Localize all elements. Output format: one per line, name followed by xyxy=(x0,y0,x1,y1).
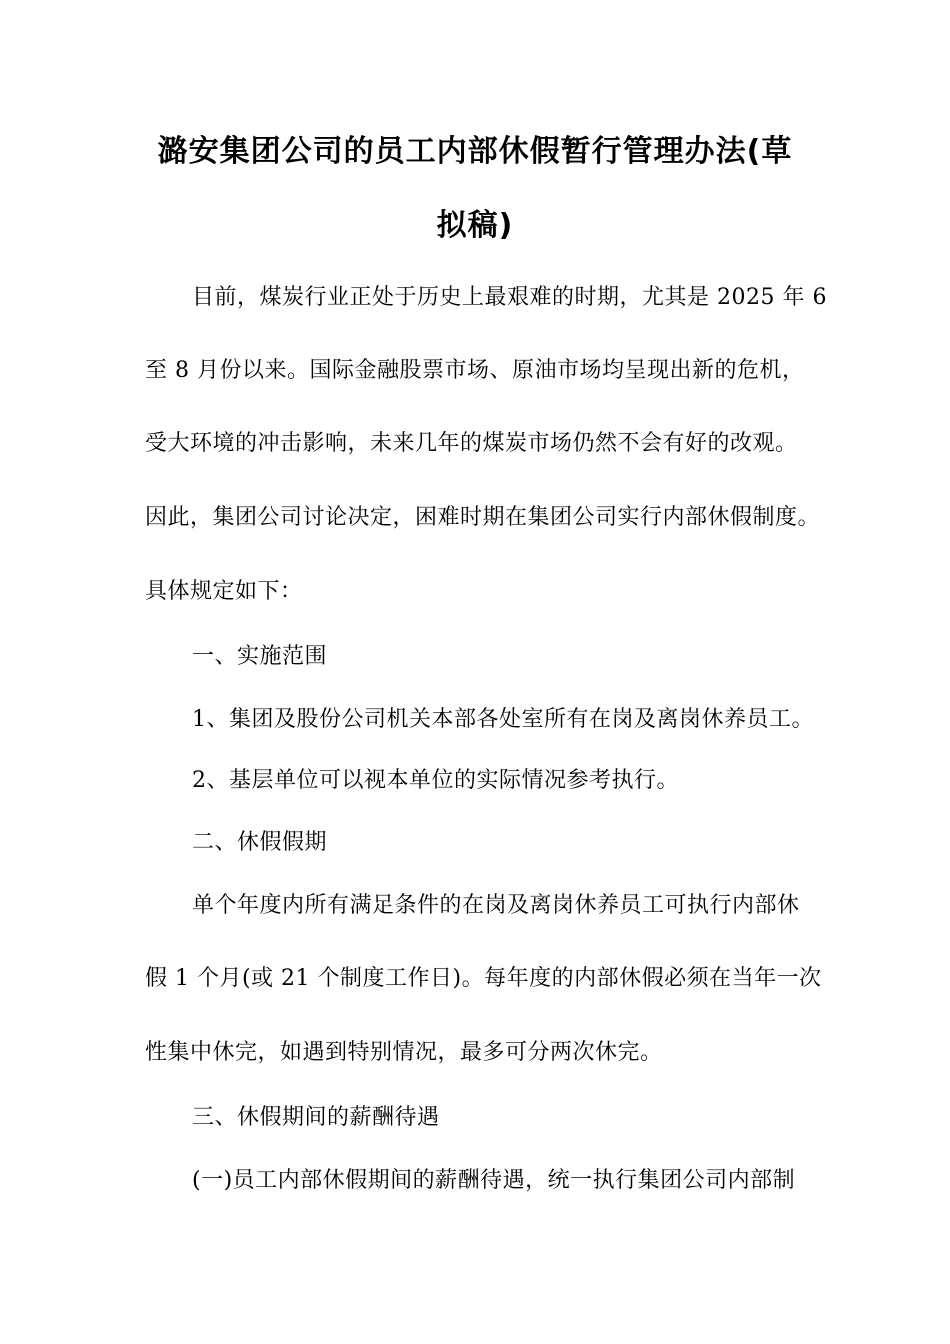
paragraph-line: (一)员工内部休假期间的薪酬待遇，统一执行集团公司内部制 xyxy=(192,1168,796,1193)
section-heading: 二、休假假期 xyxy=(192,830,328,855)
document-title-line-2: 拟稿) xyxy=(436,208,514,243)
paragraph-line: 具体规定如下： xyxy=(145,579,303,604)
list-item: 2、基层单位可以视本单位的实际情况参考执行。 xyxy=(192,768,679,793)
section-heading: 一、实施范围 xyxy=(192,644,328,669)
paragraph-line: 性集中休完，如遇到特别情况，最多可分两次休完。 xyxy=(145,1040,663,1065)
list-item: 1、集团及股份公司机关本部各处室所有在岗及离岗休养员工。 xyxy=(192,707,814,732)
document-title-line-1: 潞安集团公司的员工内部休假暂行管理办法(草 xyxy=(157,134,793,169)
section-heading: 三、休假期间的薪酬待遇 xyxy=(192,1105,440,1130)
paragraph-line: 受大环境的冲击影响，未来几年的煤炭市场仍然不会有好的改观。 xyxy=(145,431,798,456)
paragraph-line: 单个年度内所有满足条件的在岗及离岗休养员工可执行内部休 xyxy=(192,893,800,918)
paragraph-line: 至 8 月份以来。国际金融股票市场、原油市场均呈现出新的危机， xyxy=(145,358,805,383)
paragraph-line: 因此，集团公司讨论决定，困难时期在集团公司实行内部休假制度。 xyxy=(145,505,821,530)
paragraph-line: 目前，煤炭行业正处于历史上最艰难的时期，尤其是 2025 年 6 xyxy=(192,285,827,310)
paragraph-line: 假 1 个月(或 21 个制度工作日)。每年度的内部休假必须在当年一次 xyxy=(145,966,822,991)
